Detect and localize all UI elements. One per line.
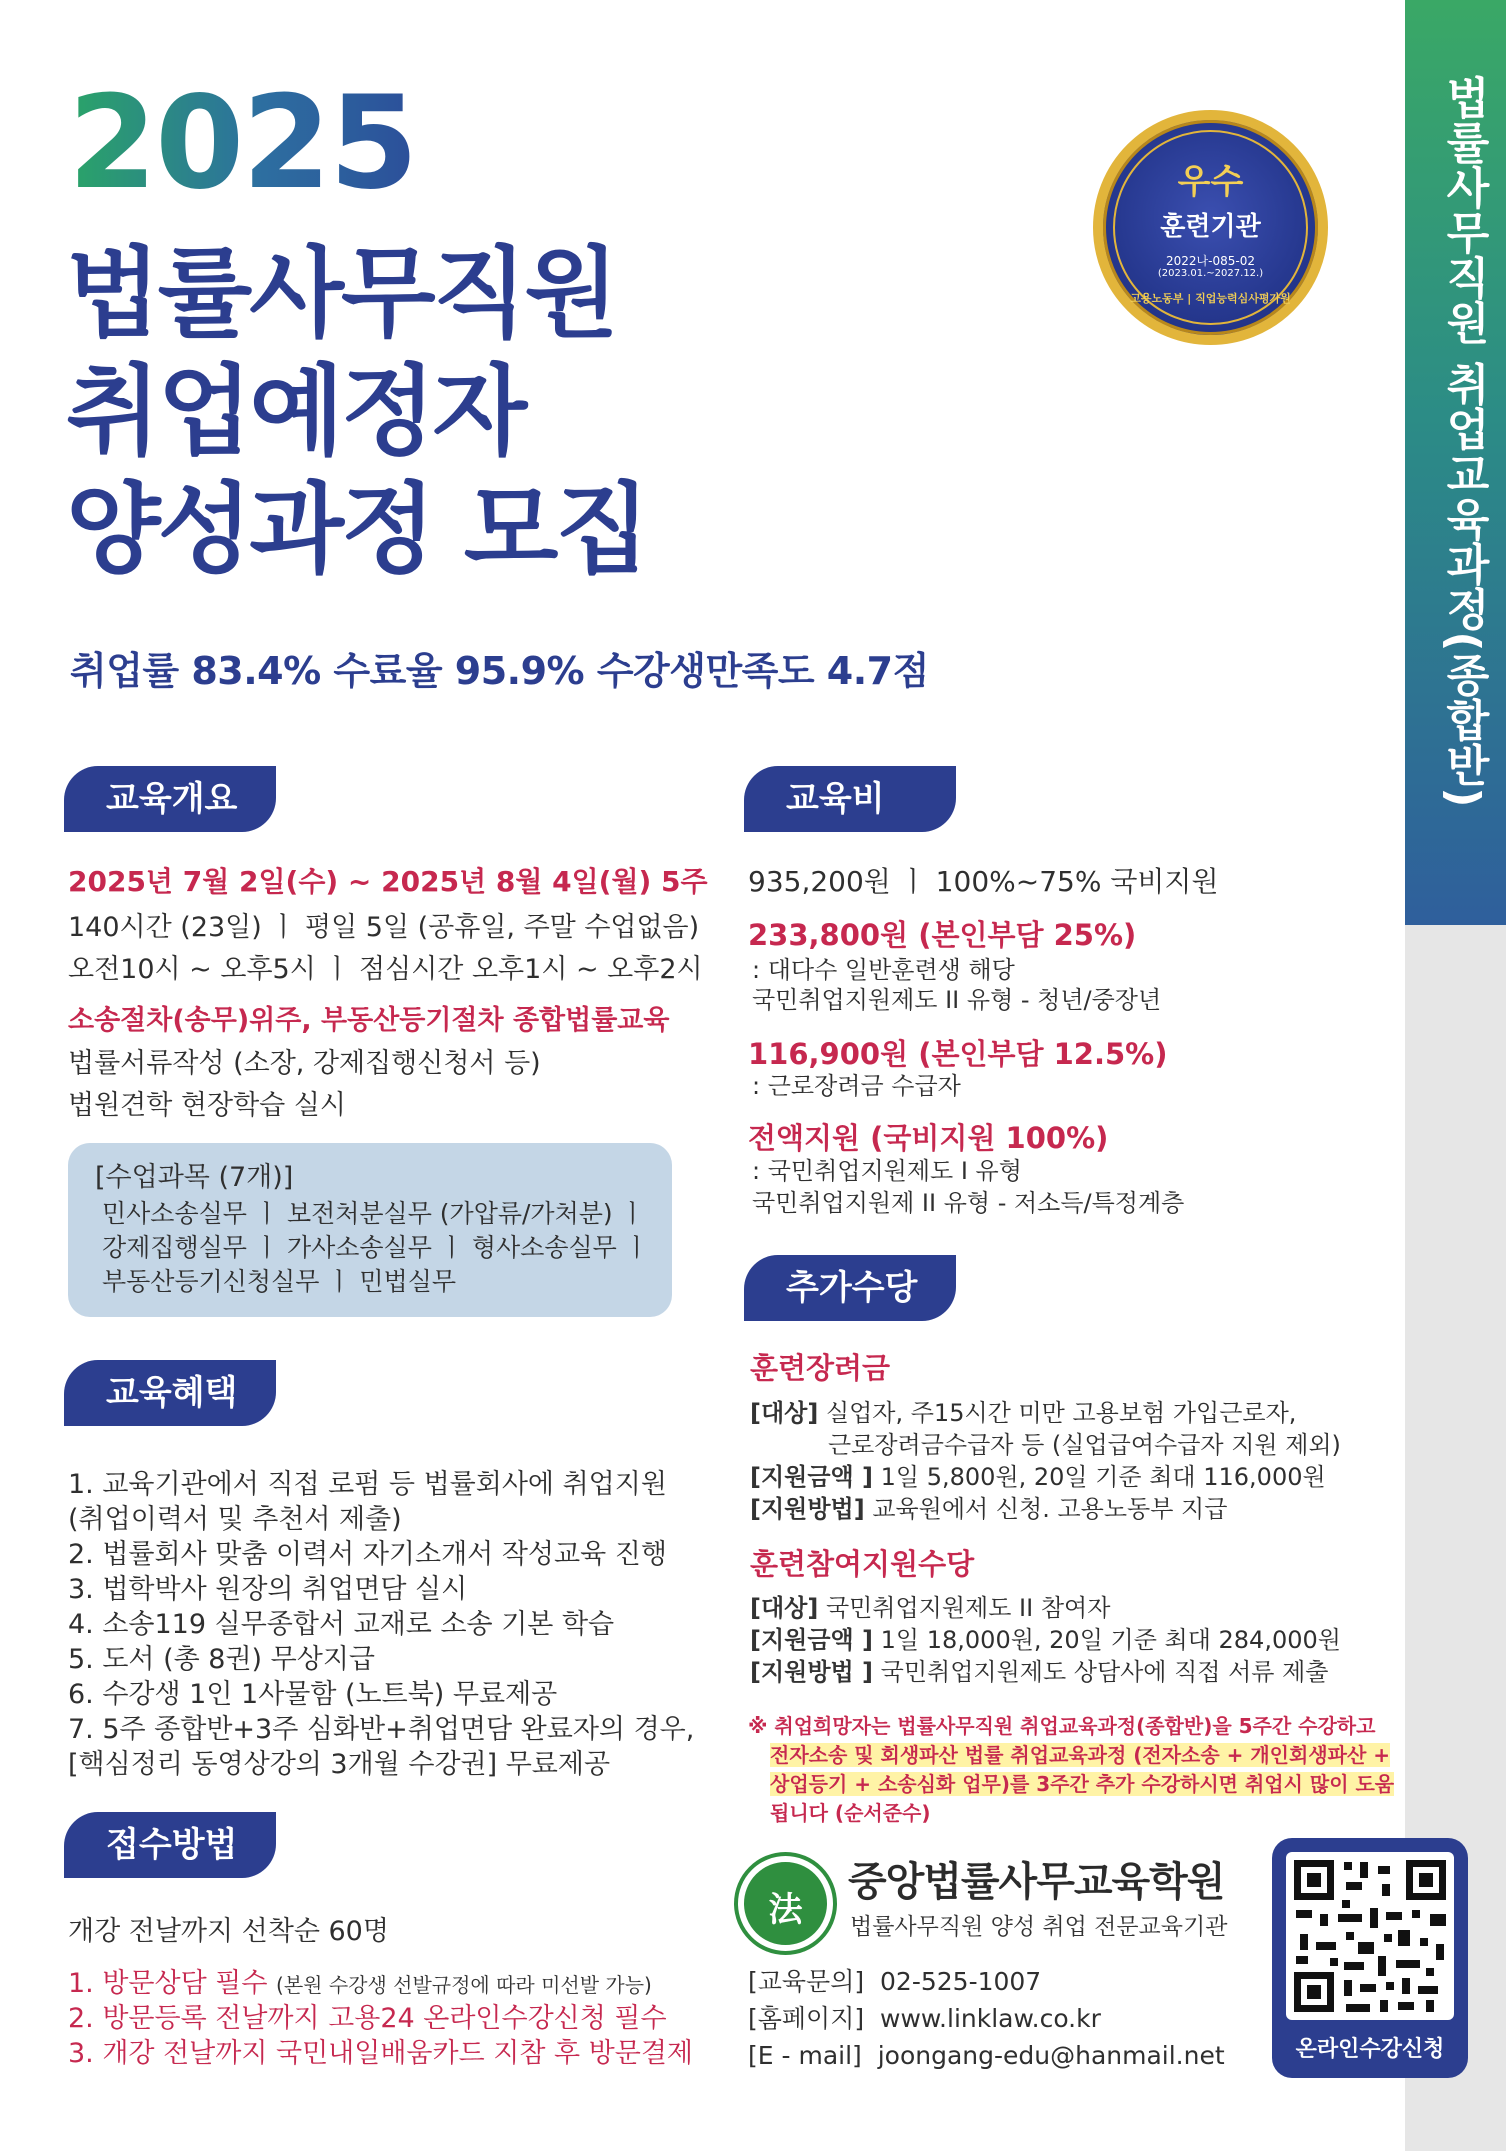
allowance-row — [750, 1462, 1326, 1493]
course-line: 부동산등기신청실무 ㅣ 민법실무 — [102, 1267, 456, 1296]
fee-option-line: 국민취업지원제도 II 유형 - 청년/중장년 — [752, 986, 1162, 1014]
badge-code: 2022나-085-02 — [1166, 254, 1255, 268]
contact-row — [748, 2040, 1225, 2073]
allowance-row-value: 교육원에서 신청. 고용노동부 지급 — [864, 1495, 1228, 1523]
qr-code-graphic — [1286, 1852, 1454, 2020]
allowance-row — [750, 1494, 1227, 1525]
academy-name: 중앙법률사무교육학원 — [848, 1859, 1225, 1905]
allowance-row-label: [대상] — [750, 1399, 819, 1427]
badge-arc-text: 고용노동부 | 직업능력심사평가원 — [1130, 292, 1291, 305]
contact-phone: 02-525-1007 — [880, 1967, 1042, 1996]
contact-label: [홈페이지] — [748, 2004, 865, 2033]
overview-detail: 법률서류작성 (소장, 강제집행신청서 등) — [68, 1048, 541, 1079]
tab-apply: 접수방법 — [64, 1812, 276, 1878]
contact-row — [748, 1966, 1041, 1999]
side-band-text: 법률사무직원 취업교육과정(종합반) — [1438, 75, 1489, 809]
academy-logo — [738, 1856, 833, 1951]
tab-benefits: 교육혜택 — [64, 1360, 276, 1426]
apply-step — [68, 1966, 652, 2001]
side-band — [1405, 0, 1506, 2151]
fee-option-line: : 근로장려금 수급자 — [752, 1072, 961, 1100]
badge-title: 우수 — [1177, 162, 1244, 202]
apply-step: 3. 개강 전날까지 국민내일배움카드 지참 후 방문결제 — [68, 2038, 693, 2069]
note-line: 전자소송 및 회생파산 법률 취업교육과정 (전자소송 + 개인회생파산 + — [770, 1743, 1390, 1767]
contact-label: [교육문의] — [748, 1967, 865, 1996]
note-line: 됩니다 (순서준수) — [770, 1801, 931, 1825]
contact-row — [748, 2003, 1101, 2036]
benefit-item: 6. 수강생 1인 1사물함 (노트북) 무료제공 — [68, 1679, 558, 1710]
fee-option-title: 233,800원 (본인부담 25%) — [748, 918, 1137, 952]
benefit-item: (취업이력서 및 추천서 제출) — [68, 1504, 402, 1535]
fee-option-title: 116,900원 (본인부담 12.5%) — [748, 1037, 1168, 1071]
note-line: 상업등기 + 소송심화 업무)를 3주간 추가 수강하시면 취업시 많이 도움 — [770, 1772, 1395, 1796]
excellence-badge — [1093, 110, 1328, 345]
overview-hours: 140시간 (23일) ㅣ 평일 5일 (공휴일, 주말 수업없음) — [68, 912, 700, 943]
benefit-item: 1. 교육기관에서 직접 로펌 등 법률회사에 취업지원 — [68, 1469, 667, 1500]
year-heading: 2025 — [68, 69, 417, 218]
email-link[interactable]: joongang-edu@hanmail.net — [877, 2041, 1225, 2070]
overview-focus: 소송절차(송무)위주, 부동산등기절차 종합법률교육 — [68, 1005, 670, 1036]
qr-card[interactable] — [1272, 1838, 1468, 2078]
academy-subtitle: 법률사무직원 양성 취업 전문교육기관 — [850, 1914, 1228, 1940]
allowance-row — [750, 1625, 1341, 1656]
allowance-row — [750, 1593, 1110, 1624]
overview-time: 오전10시 ~ 오후5시 ㅣ 점심시간 오후1시 ~ 오후2시 — [68, 954, 703, 985]
allowance-title: 훈련참여지원수당 — [750, 1547, 975, 1581]
fee-option-title: 전액지원 (국비지원 100%) — [748, 1121, 1109, 1155]
tab-fee: 교육비 — [744, 766, 956, 832]
apply-step-text: 1. 방문상담 필수 — [68, 1968, 268, 1999]
allowance-row-value: 실업자, 주15시간 미만 고용보험 가입근로자, — [818, 1399, 1297, 1427]
allowance-row — [750, 1398, 1296, 1429]
overview-period: 2025년 7월 2일(수) ~ 2025년 8월 4일(월) 5주 — [68, 865, 708, 898]
title-line: 법률사무직원 — [66, 237, 617, 351]
allowance-row-label: [지원금액 ] — [750, 1463, 874, 1491]
benefit-item: 4. 소송119 실무종합서 교재로 소송 기본 학습 — [68, 1609, 615, 1640]
allowance-row — [750, 1657, 1329, 1688]
badge-period: (2023.01.~2027.12.) — [1157, 268, 1264, 279]
apply-capacity: 개강 전날까지 선착순 60명 — [68, 1916, 389, 1947]
overview-detail: 법원견학 현장학습 실시 — [68, 1090, 346, 1121]
apply-step-note: (본원 수강생 선발규정에 따라 미선발 가능) — [276, 1973, 652, 1997]
note-line: ※ 취업희망자는 법률사무직원 취업교육과정(종합반)을 5주간 수강하고 — [748, 1714, 1376, 1738]
fee-option-line: 국민취업지원제 II 유형 - 저소득/특정계층 — [752, 1189, 1185, 1217]
course-line: 강제집행실무 ㅣ 가사소송실무 ㅣ 형사소송실무 ㅣ — [102, 1233, 649, 1262]
allowance-title: 훈련장려금 — [750, 1351, 891, 1385]
logo-char: 法 — [768, 1890, 803, 1930]
badge-subtitle: 훈련기관 — [1160, 212, 1261, 242]
allowance-row-value: 국민취업지원제도 II 참여자 — [818, 1594, 1111, 1622]
allowance-row-label: [지원방법] — [750, 1495, 865, 1523]
benefit-item: [핵심정리 동영상강의 3개월 수강권] 무료제공 — [68, 1749, 611, 1780]
contact-label: [E - mail] — [748, 2041, 862, 2070]
tab-allowance: 추가수당 — [744, 1255, 956, 1321]
qr-label: 온라인수강신청 — [1295, 2037, 1445, 2062]
courses-title: [수업과목 (7개)] — [95, 1162, 294, 1193]
benefit-item: 3. 법학박사 원장의 취업면담 실시 — [68, 1574, 468, 1605]
allowance-row-value: 1일 18,000원, 20일 기준 최대 284,000원 — [873, 1626, 1341, 1654]
tab-overview: 교육개요 — [64, 766, 276, 832]
fee-total: 935,200원 ㅣ 100%~75% 국비지원 — [748, 865, 1219, 898]
allowance-row-label: [대상] — [750, 1594, 819, 1622]
benefit-item: 5. 도서 (총 8권) 무상지급 — [68, 1644, 375, 1675]
homepage-link[interactable]: www.linklaw.co.kr — [880, 2004, 1101, 2033]
fee-option-line: : 국민취업지원제도 I 유형 — [752, 1157, 1022, 1185]
title-line: 양성과정 모집 — [66, 473, 648, 587]
allowance-row-value: 국민취업지원제도 상담사에 직접 서류 제출 — [873, 1658, 1329, 1686]
title-line: 취업예정자 — [66, 355, 525, 469]
fee-option-line: : 대다수 일반훈련생 해당 — [752, 956, 1015, 984]
stats-line: 취업률 83.4% 수료율 95.9% 수강생만족도 4.7점 — [70, 649, 929, 693]
qr-code[interactable] — [1286, 1852, 1454, 2020]
allowance-row-label: [지원금액 ] — [750, 1626, 874, 1654]
allowance-note — [748, 1712, 1398, 1828]
benefit-item: 2. 법률회사 맞춤 이력서 자기소개서 작성교육 진행 — [68, 1539, 667, 1570]
benefit-item: 7. 5주 종합반+3주 심화반+취업면담 완료자의 경우, — [68, 1714, 695, 1745]
page-title — [66, 235, 826, 589]
allowance-row-value: 1일 5,800원, 20일 기준 최대 116,000원 — [873, 1463, 1326, 1491]
allowance-row-label: [지원방법 ] — [750, 1658, 874, 1686]
course-line: 민사소송실무 ㅣ 보전처분실무 (가압류/가처분) ㅣ — [102, 1199, 645, 1228]
apply-step: 2. 방문등록 전날까지 고용24 온라인수강신청 필수 — [68, 2003, 667, 2034]
allowance-row-value: 근로장려금수급자 등 (실업급여수급자 지원 제외) — [828, 1431, 1341, 1459]
